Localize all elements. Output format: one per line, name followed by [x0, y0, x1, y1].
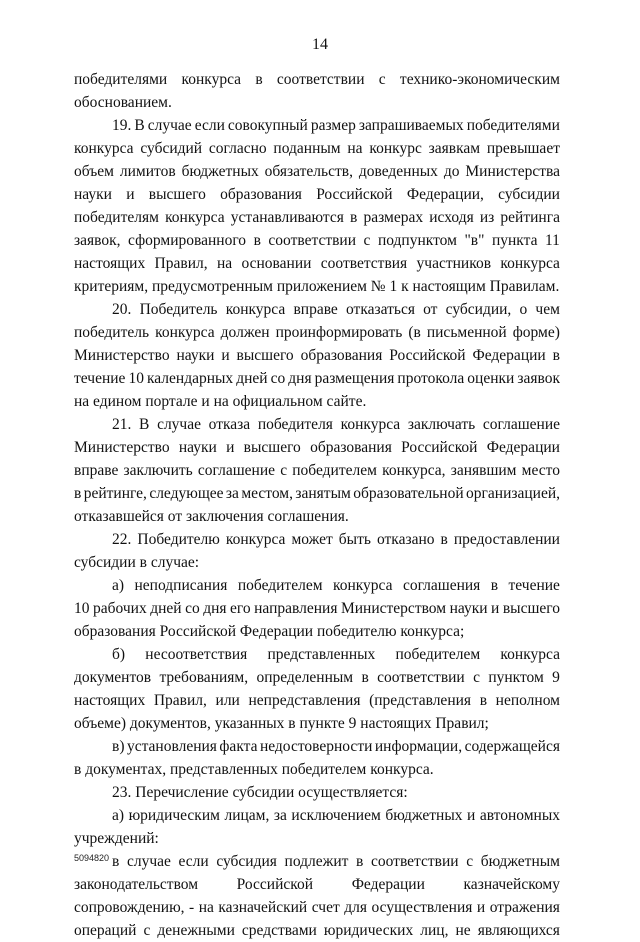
word: лиц, — [420, 922, 449, 939]
word: субсидии — [498, 186, 560, 203]
word: сопровождению, — [74, 899, 185, 916]
word: образования — [300, 347, 383, 364]
word: технико-экономическим — [399, 71, 560, 88]
word: с — [473, 669, 480, 686]
text-line — [74, 114, 560, 137]
word: высшего — [148, 186, 206, 203]
word: о — [519, 301, 528, 318]
word: отказа — [208, 416, 251, 433]
word: в — [361, 669, 369, 686]
word: являющихся — [477, 922, 560, 939]
text-line — [74, 896, 560, 919]
word: с — [363, 232, 371, 249]
word: и — [476, 899, 486, 916]
text-line — [74, 436, 560, 459]
word: субсидия — [216, 853, 277, 870]
word: Победитель — [139, 301, 218, 318]
word: факта — [219, 738, 258, 755]
text-line: отказавшейся от заключения соглашения. — [74, 508, 349, 525]
word: Федерации — [472, 347, 546, 364]
text-line — [74, 252, 560, 275]
word: информации, — [374, 738, 463, 755]
word: 20. — [112, 301, 132, 318]
word: предоставлении — [453, 531, 560, 548]
word: науки — [449, 600, 488, 617]
word: подпунктом — [377, 232, 457, 249]
word: а) — [112, 577, 125, 594]
text-line: обоснованием. — [74, 94, 172, 111]
word: подлежит — [284, 853, 349, 870]
word: вправе — [74, 462, 119, 479]
word: Правил, — [153, 692, 207, 709]
text-line — [74, 413, 560, 436]
word: дней — [150, 600, 182, 617]
word: устанавливаются — [230, 209, 344, 226]
word: заявок — [517, 370, 560, 387]
word: случае — [157, 416, 201, 433]
word: образовательной — [353, 485, 464, 502]
word: юридических — [323, 922, 414, 939]
word: науки — [178, 439, 217, 456]
word: требованиям, — [159, 669, 249, 686]
word: и — [126, 186, 135, 203]
word: в — [253, 232, 261, 249]
text-line — [74, 850, 560, 873]
word: Правил, — [154, 255, 208, 272]
text-line: объеме) документов, указанных в пункте 9 настоящих Правил; — [74, 715, 489, 732]
word: соответствии — [276, 71, 365, 88]
word: быть — [338, 531, 371, 548]
word: Российской — [389, 347, 466, 364]
word: в) — [112, 738, 125, 755]
word: В — [134, 117, 145, 134]
page-number: 14 — [312, 36, 328, 53]
word: субсидии, — [445, 301, 512, 318]
word: проинформировать — [275, 324, 403, 341]
word: конкурса — [340, 416, 401, 433]
word: заключить — [123, 462, 193, 479]
word: соответствии — [371, 853, 459, 870]
word: высшего — [243, 439, 301, 456]
word: в — [350, 209, 358, 226]
word: основании — [241, 255, 312, 272]
word: непредставления — [248, 692, 361, 709]
word: денежными — [157, 922, 235, 939]
word: автономных — [479, 807, 560, 824]
word: победителям — [74, 209, 159, 226]
document-id: 5094820 — [74, 853, 110, 863]
word: на — [347, 140, 363, 157]
word: отражения — [489, 899, 560, 916]
word: его — [230, 600, 251, 617]
word: победителями — [74, 71, 168, 88]
word: высшего — [236, 347, 294, 364]
word: соответствия — [320, 255, 408, 272]
word: с — [466, 853, 474, 870]
word: конкурса — [332, 577, 393, 594]
word: не — [455, 922, 471, 939]
word: содержащейся — [464, 738, 560, 755]
text-line — [74, 919, 560, 942]
word: несоответствия — [145, 646, 248, 663]
text-line — [74, 137, 560, 160]
word: б) — [112, 646, 126, 663]
word: течение — [508, 577, 560, 594]
text-line — [74, 482, 560, 505]
word: направления — [254, 600, 338, 617]
word: дней — [236, 370, 268, 387]
word: с — [378, 71, 386, 88]
word: казначейскому — [463, 876, 560, 893]
text-line — [74, 666, 560, 689]
word: занявшим — [450, 462, 517, 479]
word: 11 — [544, 232, 560, 249]
word: бюджетным — [480, 853, 560, 870]
word: и — [467, 807, 476, 824]
word: в — [356, 853, 364, 870]
word: если — [178, 853, 209, 870]
word: Российской — [401, 439, 478, 456]
word: конкурса — [225, 301, 286, 318]
word: письменной — [426, 324, 507, 341]
word: календарных — [146, 370, 234, 387]
word: конкурса — [181, 71, 242, 88]
word: конкурса — [155, 324, 215, 341]
word: в — [74, 485, 82, 502]
word: настоящих — [74, 692, 146, 709]
text-line — [74, 574, 560, 597]
word: конкурса, — [382, 462, 446, 479]
text-line — [74, 597, 560, 620]
word: пунктом — [488, 669, 544, 686]
word: заявок, — [74, 232, 121, 249]
word: образования — [310, 439, 392, 456]
word: от — [423, 301, 438, 318]
word: оценки — [467, 370, 515, 387]
word: "в" — [464, 232, 485, 249]
word: победителем — [292, 462, 377, 479]
text-line — [74, 321, 560, 344]
word: организацией, — [466, 485, 560, 502]
document-body — [74, 68, 560, 942]
word: за — [225, 485, 239, 502]
word: поданным — [273, 140, 341, 157]
word: размер — [310, 117, 356, 134]
word: Российской — [236, 876, 314, 893]
word: следующее — [149, 485, 224, 502]
word: объем — [74, 163, 114, 180]
word: средствами — [241, 922, 317, 939]
text-line: учреждений: — [74, 830, 159, 847]
word: рейтинга — [500, 209, 560, 226]
word: субсидий — [140, 140, 203, 157]
word: соглашение — [482, 416, 560, 433]
word: лимитов — [119, 163, 176, 180]
word: со — [185, 600, 200, 617]
word: может — [291, 531, 333, 548]
word: если — [194, 117, 225, 134]
word: пункта — [491, 232, 538, 249]
word: в — [490, 577, 499, 594]
word: из — [479, 209, 495, 226]
word: за — [273, 807, 287, 824]
word: 9 — [552, 669, 560, 686]
word: случае — [147, 117, 192, 134]
word: размещения — [314, 370, 395, 387]
word: заключать — [407, 416, 476, 433]
word: дня — [288, 370, 312, 387]
word: рейтинге, — [83, 485, 147, 502]
word: превышает — [486, 140, 560, 157]
word: неподписания — [134, 577, 228, 594]
word: размерах — [363, 209, 424, 226]
word: соглашения — [402, 577, 481, 594]
word: со — [270, 370, 286, 387]
word: до — [443, 163, 460, 180]
word: настоящих — [74, 255, 146, 272]
text-line — [74, 528, 560, 551]
word: высшего — [502, 600, 560, 617]
word: Федерации — [486, 439, 560, 456]
word: победителя — [257, 416, 333, 433]
word: вправе — [293, 301, 338, 318]
word: 19. — [112, 117, 132, 134]
word: (представления — [369, 692, 472, 709]
word: Министерство — [74, 439, 170, 456]
word: определенным — [256, 669, 354, 686]
text-line — [74, 689, 560, 712]
text-line — [74, 68, 560, 91]
word: занятым — [295, 485, 351, 502]
word: согласно — [208, 140, 267, 157]
text-line — [74, 367, 560, 390]
word: конкурса — [500, 646, 560, 663]
word: осуществления — [371, 899, 473, 916]
word: запрашиваемых — [358, 117, 464, 134]
word: 10 — [74, 600, 90, 617]
word: науки — [74, 186, 112, 203]
word: конкурса — [165, 209, 225, 226]
word: Министерства — [465, 163, 560, 180]
word: место — [521, 462, 560, 479]
word: исходя — [429, 209, 474, 226]
text-line — [74, 229, 560, 252]
word: победителем — [237, 577, 323, 594]
word: совокупный — [227, 117, 308, 134]
word: а) — [112, 807, 125, 824]
word: дня — [203, 600, 227, 617]
word: в — [552, 347, 560, 364]
text-line: образования Российской Федерации победителю конкурса; — [74, 623, 465, 640]
word: в — [255, 71, 263, 88]
text-line — [74, 344, 560, 367]
word: доведенных — [358, 163, 438, 180]
word: 22. — [112, 531, 132, 548]
text-line — [74, 804, 560, 827]
word: в — [112, 853, 120, 870]
word: Министерством — [340, 600, 447, 617]
word: чем — [535, 301, 560, 318]
word: в — [479, 692, 488, 709]
word: должен — [220, 324, 270, 341]
word: соответствии — [268, 232, 357, 249]
word: на — [216, 255, 233, 272]
text-line: 23. Перечисление субсидии осуществляется: — [112, 784, 408, 801]
word: участников — [416, 255, 492, 272]
word: Победителю — [137, 531, 220, 548]
word: и — [491, 600, 500, 617]
word: представленных — [267, 646, 376, 663]
word: победителями — [466, 117, 560, 134]
word: или — [215, 692, 240, 709]
word: (в — [408, 324, 421, 341]
word: Российской — [316, 186, 393, 203]
text-line: субсидии в случае: — [74, 554, 200, 571]
word: и — [221, 347, 230, 364]
word: отказаться — [346, 301, 415, 318]
word: счет — [311, 899, 340, 916]
word: Федерации — [351, 876, 425, 893]
word: конкурса — [500, 255, 560, 272]
word: лицам, — [224, 807, 270, 824]
word: случае — [126, 853, 171, 870]
word: соглашение — [197, 462, 276, 479]
word: для — [344, 899, 368, 916]
word: конкурса — [225, 531, 286, 548]
word: казначейский — [218, 899, 308, 916]
text-line: критериям, предусмотренным приложением № 1 к настоящим Правилам. — [74, 278, 560, 295]
text-line — [74, 298, 560, 321]
text-line: на едином портале и на официальном сайте. — [74, 393, 367, 410]
word: образования — [220, 186, 302, 203]
text-line — [74, 160, 560, 183]
word: местом, — [241, 485, 293, 502]
word: исключением — [291, 807, 381, 824]
text-line — [74, 183, 560, 206]
word: обязательств, — [264, 163, 353, 180]
text-line: в документах, представленных победителем конкурса. — [74, 761, 434, 778]
word: с — [143, 922, 151, 939]
word: недостоверности — [259, 738, 373, 755]
text-line — [74, 206, 560, 229]
word: В — [139, 416, 150, 433]
word: победителем — [395, 646, 481, 663]
word: конкурса — [74, 140, 134, 157]
text-line — [74, 873, 560, 896]
word: заявкам — [428, 140, 481, 157]
word: бюджетных — [181, 163, 259, 180]
text-line — [74, 643, 560, 666]
word: документов — [74, 669, 152, 686]
word: установления — [126, 738, 217, 755]
word: - — [189, 899, 195, 916]
word: операций — [74, 922, 137, 939]
word: Федерации, — [406, 186, 484, 203]
word: с — [280, 462, 288, 479]
word: науки — [176, 347, 215, 364]
word: рабочих — [93, 600, 147, 617]
word: соответствии — [377, 669, 465, 686]
word: течение — [74, 370, 126, 387]
text-line — [74, 735, 560, 758]
word: юридическим — [128, 807, 220, 824]
word: отказано — [376, 531, 435, 548]
word: Министерство — [74, 347, 170, 364]
word: 21. — [112, 416, 132, 433]
word: протокола — [397, 370, 465, 387]
word: 10 — [128, 370, 144, 387]
word: победитель — [74, 324, 150, 341]
word: в — [440, 531, 448, 548]
word: на — [198, 899, 214, 916]
word: бюджетных — [385, 807, 463, 824]
word: законодательством — [74, 876, 199, 893]
word: и — [226, 439, 235, 456]
word: форме) — [512, 324, 560, 341]
word: конкурс — [369, 140, 422, 157]
text-line — [74, 459, 560, 482]
word: сформированного — [128, 232, 247, 249]
word: неполном — [495, 692, 560, 709]
